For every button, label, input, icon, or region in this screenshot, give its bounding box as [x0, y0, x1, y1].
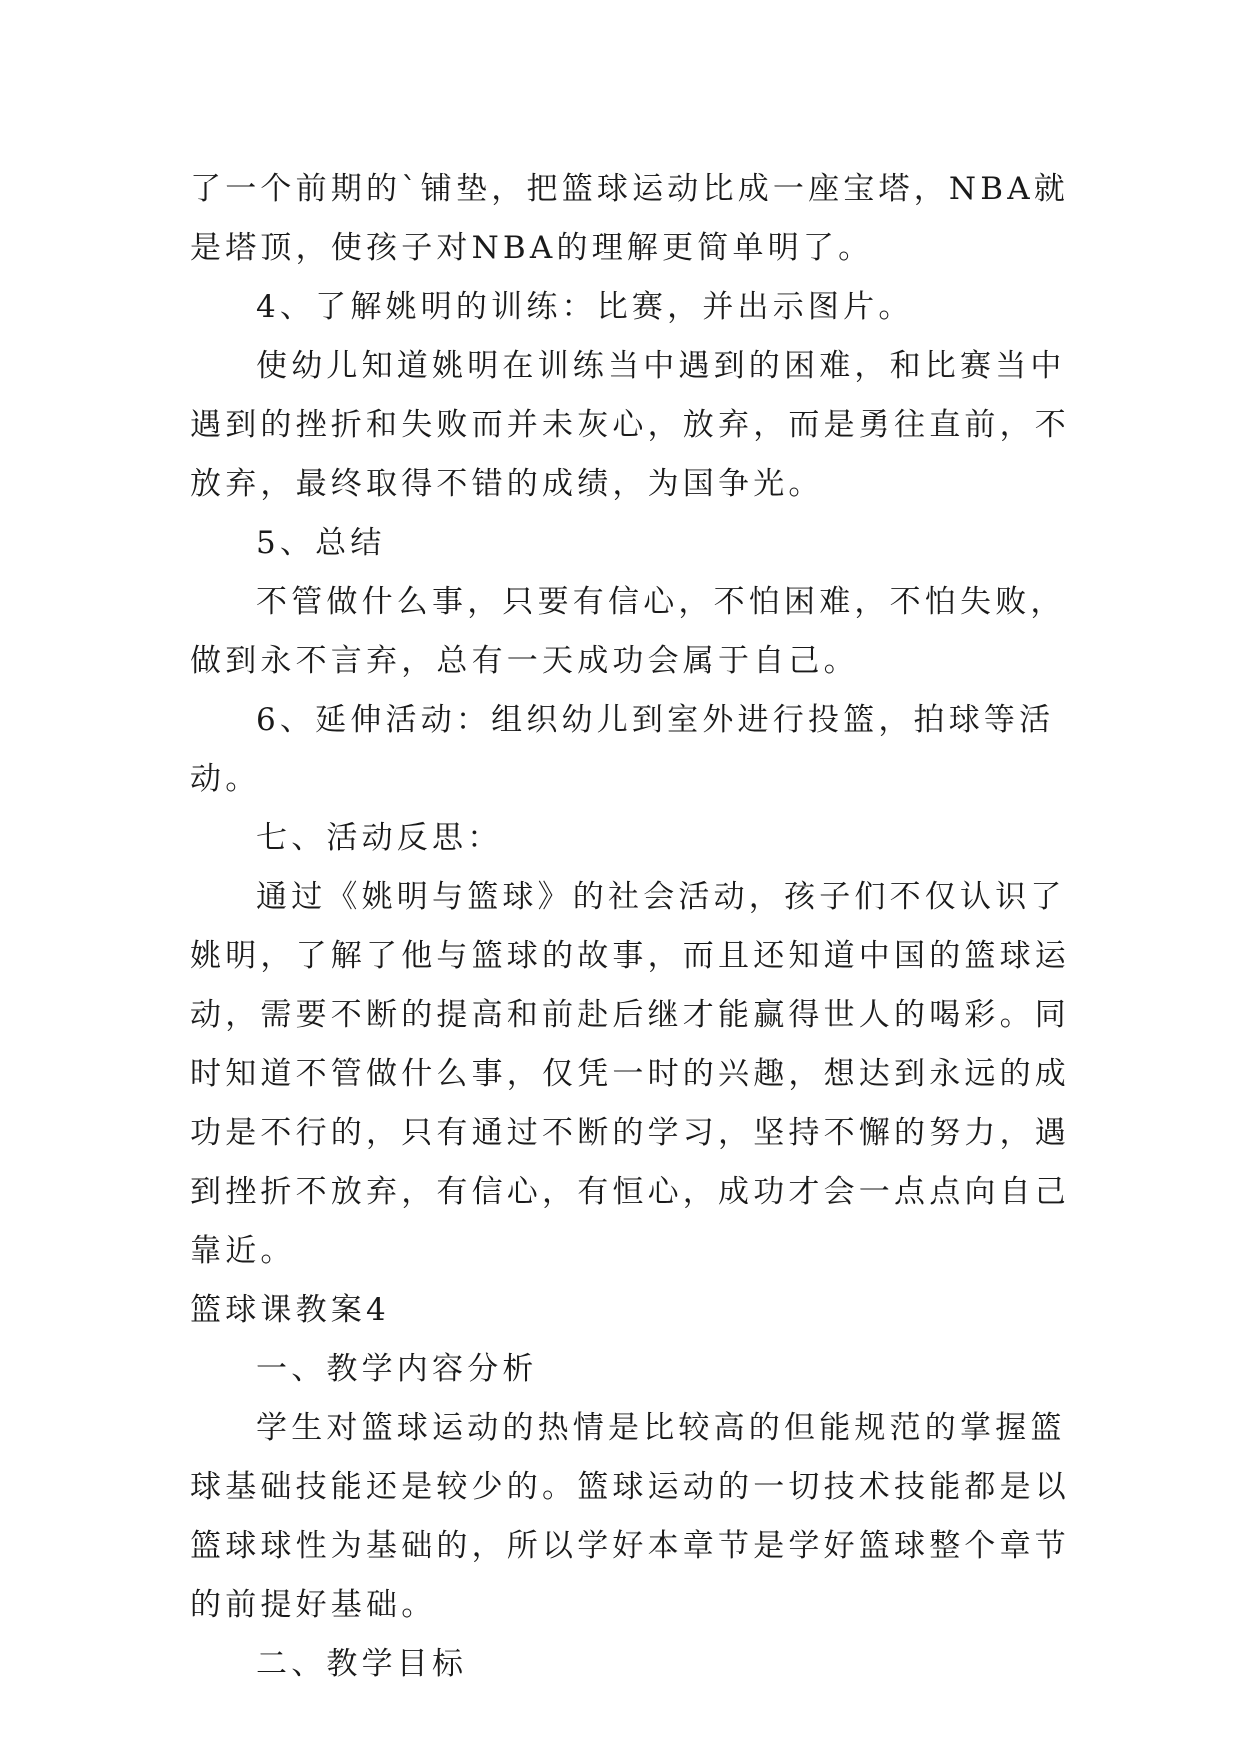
document-body — [190, 160, 1070, 1694]
paragraph-step-4-detail: 使幼儿知道姚明在训练当中遇到的困难，和比赛当中遇到的挫折和失败而并未灰心，放弃，而是勇往直前，不放弃，最终取得不错的成绩，为国争光。 — [190, 348, 1070, 502]
paragraph-reflection: 通过《姚明与篮球》的社会活动，孩子们不仅认识了姚明，了解了他与篮球的故事，而且还知道中国的篮球运动，需要不断的提高和前赴后继才能赢得世人的喝彩。同时知道不管做什么事，仅凭一时的兴趣，想达到永远的成功是不行的，只有通过不断的学习，坚持不懈的努力，遇到挫折不放弃，有信心，有恒心，成功才会一点点向自己靠近。 — [190, 879, 1070, 1269]
lesson-plan-title: 篮球课教案4 — [190, 1292, 390, 1328]
paragraph-step-5: 5、总结 — [256, 525, 386, 561]
section-heading-reflection: 七、活动反思： — [256, 820, 503, 856]
section-heading-content-analysis: 一、教学内容分析 — [256, 1351, 538, 1387]
paragraph-continuation: 了一个前期的`铺垫，把篮球运动比成一座宝塔，NBA就是塔顶，使孩子对NBA的理解更简单明了。 — [190, 171, 1069, 266]
paragraph-step-4: 4、了解姚明的训练：比赛，并出示图片。 — [256, 289, 914, 325]
paragraph-step-6: 6、延伸活动：组织幼儿到室外进行投篮，拍球等活动。 — [190, 702, 1055, 797]
paragraph-step-5-detail: 不管做什么事，只要有信心，不怕困难，不怕失败，做到永不言弃，总有一天成功会属于自己。 — [190, 584, 1066, 679]
section-heading-teaching-goals: 二、教学目标 — [256, 1646, 468, 1682]
paragraph-content-analysis: 学生对篮球运动的热情是比较高的但能规范的掌握篮球基础技能还是较少的。篮球运动的一切技术技能都是以篮球球性为基础的，所以学好本章节是学好篮球整个章节的前提好基础。 — [190, 1410, 1070, 1623]
